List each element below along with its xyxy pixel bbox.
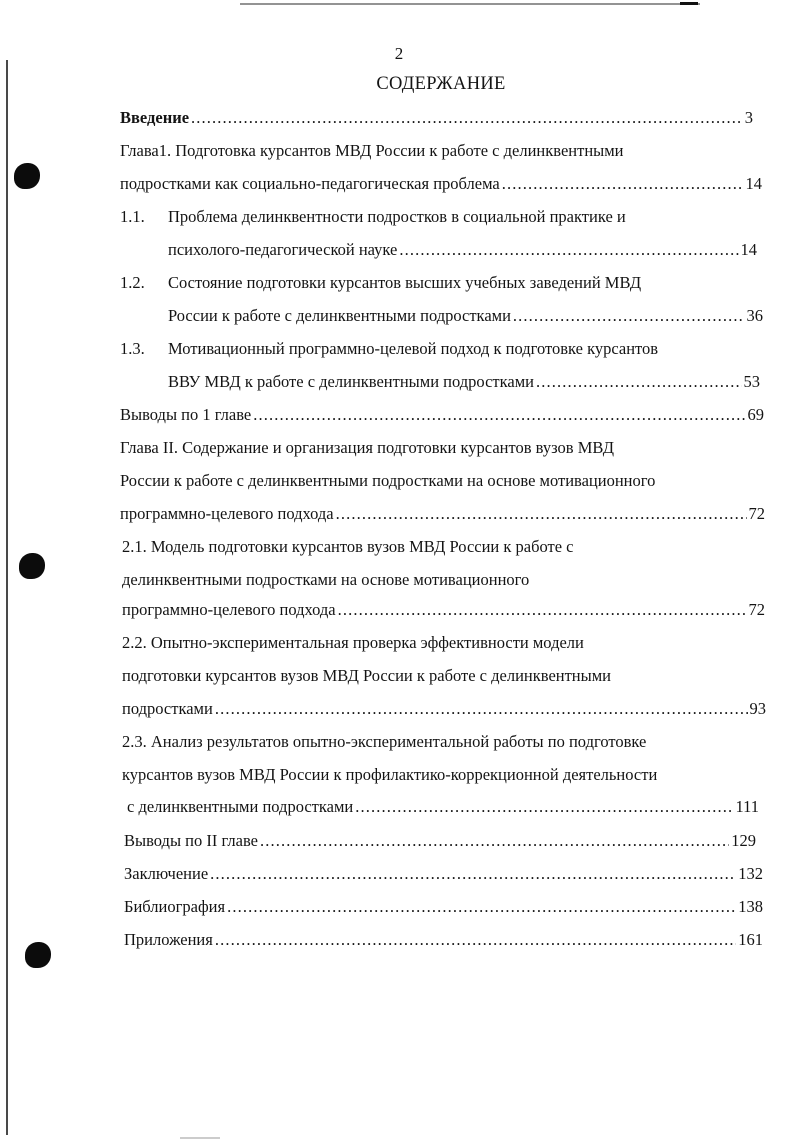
toc-entry-title: Введение (120, 108, 190, 127)
toc-entry-section-2-1 (122, 600, 765, 620)
toc-entry-title: Выводы по II главе (124, 831, 258, 850)
toc-entry-section-2-1-line1 (122, 537, 574, 557)
toc-entry-title: Заключение (124, 864, 209, 883)
toc-entry-title: Мотивационный программно-целевой подход к подготовке курсантов (168, 339, 659, 358)
binder-hole-mark (14, 163, 40, 189)
toc-entry-title: программно-целевого подхода (120, 504, 334, 523)
toc-entry-title: 2.3. Анализ результатов опытно-экспериментальной работы по подготовке (122, 732, 647, 751)
toc-entry-chapter-1 (120, 174, 762, 194)
dot-leader (355, 797, 733, 817)
toc-entry-title: подготовки курсантов вузов МВД России к работе с делинквентными (122, 666, 611, 685)
toc-entry-title: подростками как социально-педагогическая проблема (120, 174, 500, 193)
toc-entry-title: Состояние подготовки курсантов высших учебных заведений МВД (168, 273, 642, 292)
toc-entry-title: 2.2. Опытно-экспериментальная проверка эффективности модели (122, 633, 584, 652)
toc-entry-section-2-1-line2 (122, 570, 529, 590)
toc-entry-title: ВВУ МВД к работе с делинквентными подростками (168, 372, 534, 391)
toc-page-number: 161 (738, 930, 763, 949)
toc-page-number: 36 (746, 306, 763, 325)
dot-leader (336, 504, 747, 524)
toc-entry-chapter-2-line2 (120, 471, 655, 491)
toc-page-number: 14 (740, 240, 757, 259)
dot-leader (502, 174, 744, 194)
toc-entry-section-2-3-line1 (122, 732, 646, 752)
toc-page-number: 93 (749, 699, 766, 718)
page-title: СОДЕРЖАНИЕ (376, 74, 506, 94)
dot-leader (215, 699, 748, 719)
toc-entry-title: Выводы по 1 главе (120, 405, 252, 424)
toc-entry-chapter-1-line1 (120, 141, 624, 161)
toc-entry-chapter-2 (120, 504, 765, 524)
toc-entry-section-2-2-line1 (122, 633, 584, 653)
toc-page-number: 132 (738, 864, 763, 883)
toc-entry-title: подростками (122, 699, 213, 718)
toc-entry-conclusions-2 (124, 831, 756, 851)
scan-smudge (180, 1137, 220, 1139)
toc-entry-title: России к работе с делинквентными подростками на основе мотивационного (120, 471, 656, 490)
toc-entry-section-2-2-line2 (122, 666, 611, 686)
toc-entry-title: психолого-педагогической науке (168, 240, 398, 259)
toc-entry-title: Глава II. Содержание и организация подготовки курсантов вузов МВД (120, 438, 615, 457)
toc-entry-bibliography (124, 897, 763, 917)
toc-page-number: 72 (748, 600, 765, 619)
toc-entry-title: Глава1. Подготовка курсантов МВД России к работе с делинквентными (120, 141, 624, 160)
toc-entry-title: Проблема делинквентности подростков в социальной практике и (168, 207, 626, 226)
dot-leader (338, 600, 747, 620)
dot-leader (253, 405, 745, 425)
scan-mark-top (680, 2, 698, 5)
toc-entry-section-1-1-line1 (120, 207, 626, 227)
toc-entry-section-2-3-line2 (122, 765, 657, 785)
toc-entry-section-1-1 (168, 240, 757, 260)
page-number: 2 (394, 44, 404, 63)
toc-entry-chapter-2-line1 (120, 438, 614, 458)
scan-edge-top (240, 3, 700, 5)
dot-leader (210, 864, 736, 884)
dot-leader (536, 372, 742, 392)
toc-page-number: 72 (748, 504, 765, 523)
toc-entry-section-2-2 (122, 699, 766, 719)
toc-entry-title: 2.1. Модель подготовки курсантов вузов МВД России к работе с (122, 537, 574, 556)
dot-leader (215, 930, 736, 950)
toc-entry-section-2-3 (127, 797, 759, 817)
section-number: 1.2. (120, 273, 145, 292)
toc-entry-section-1-2 (168, 306, 763, 326)
toc-entry-title: России к работе с делинквентными подростками (168, 306, 511, 325)
toc-entry-title: с делинквентными подростками (127, 797, 354, 816)
toc-page-number: 53 (743, 372, 760, 391)
dot-leader (191, 108, 743, 128)
toc-entry-title: делинквентными подростками на основе мотивационного (122, 570, 530, 589)
toc-page-number: 129 (731, 831, 756, 850)
toc-entry-title: Библиография (124, 897, 226, 916)
binder-hole-mark (25, 942, 51, 968)
dot-leader (399, 240, 738, 260)
binder-hole-mark (19, 553, 45, 579)
toc-entry-section-1-2-line1 (120, 273, 641, 293)
toc-page-number: 138 (738, 897, 763, 916)
toc-entry-conclusion (124, 864, 763, 884)
toc-page-number: 69 (747, 405, 764, 424)
toc-page-number: 3 (744, 108, 753, 127)
toc-entry-title: Приложения (124, 930, 213, 949)
section-number: 1.1. (120, 207, 145, 226)
toc-entry-conclusions-1 (120, 405, 764, 425)
toc-entry-section-1-3-line1 (120, 339, 658, 359)
toc-page-number: 14 (745, 174, 762, 193)
toc-entry-appendices (124, 930, 763, 950)
toc-page-number: 111 (735, 797, 759, 816)
toc-entry-title: курсантов вузов МВД России к профилактико-коррекционной деятельности (122, 765, 658, 784)
section-number: 1.3. (120, 339, 145, 358)
dot-leader (227, 897, 736, 917)
toc-entry-intro (120, 108, 753, 128)
dot-leader (260, 831, 729, 851)
toc-entry-title: программно-целевого подхода (122, 600, 336, 619)
scan-edge-left (6, 60, 8, 1135)
toc-entry-section-1-3 (168, 372, 760, 392)
dot-leader (513, 306, 745, 326)
